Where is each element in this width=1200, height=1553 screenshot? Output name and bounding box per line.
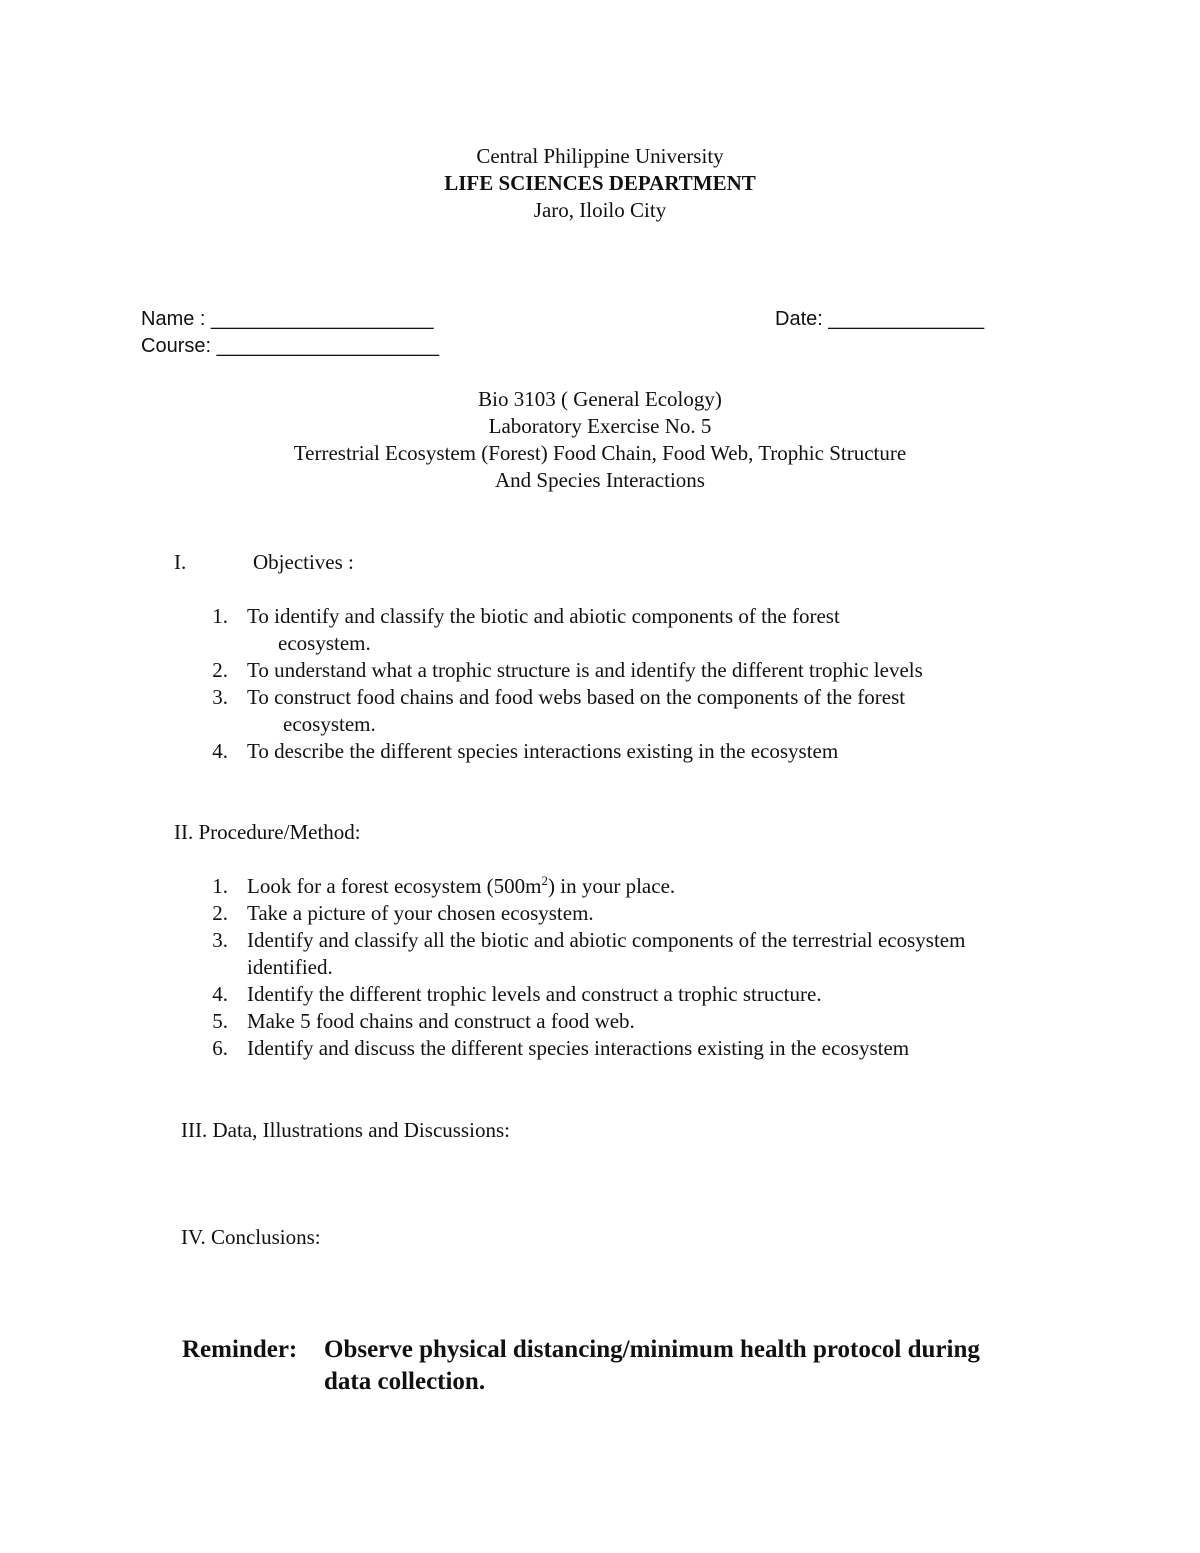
exercise-topic-line1: Terrestrial Ecosystem (Forest) Food Chain, Food Web, Trophic Structure [293,441,907,465]
university-location: Jaro, Iloilo City [533,198,667,222]
course-field: Course: ____________________ [141,335,440,357]
objectives-numeral: I. [174,550,187,574]
name-field: Name : ____________________ [141,308,434,330]
reminder-label: Reminder: [182,1336,298,1363]
university-name: Central Philippine University [476,144,724,168]
exercise-topic-line2: And Species Interactions [495,468,705,492]
conclusions-heading: IV. Conclusions: [181,1225,321,1249]
objectives-heading: Objectives : [253,550,354,574]
department-name: LIFE SCIENCES DEPARTMENT [444,171,756,195]
reminder-text-line2: data collection. [324,1368,486,1395]
data-section-heading: III. Data, Illustrations and Discussions: [181,1118,510,1142]
course-code: Bio 3103 ( General Ecology) [478,387,722,411]
date-field: Date: ______________ [775,308,985,330]
exercise-number: Laboratory Exercise No. 5 [488,414,712,438]
procedure-heading: II. Procedure/Method: [174,820,361,844]
reminder-text-line1: Observe physical distancing/minimum health protocol during [324,1336,980,1363]
